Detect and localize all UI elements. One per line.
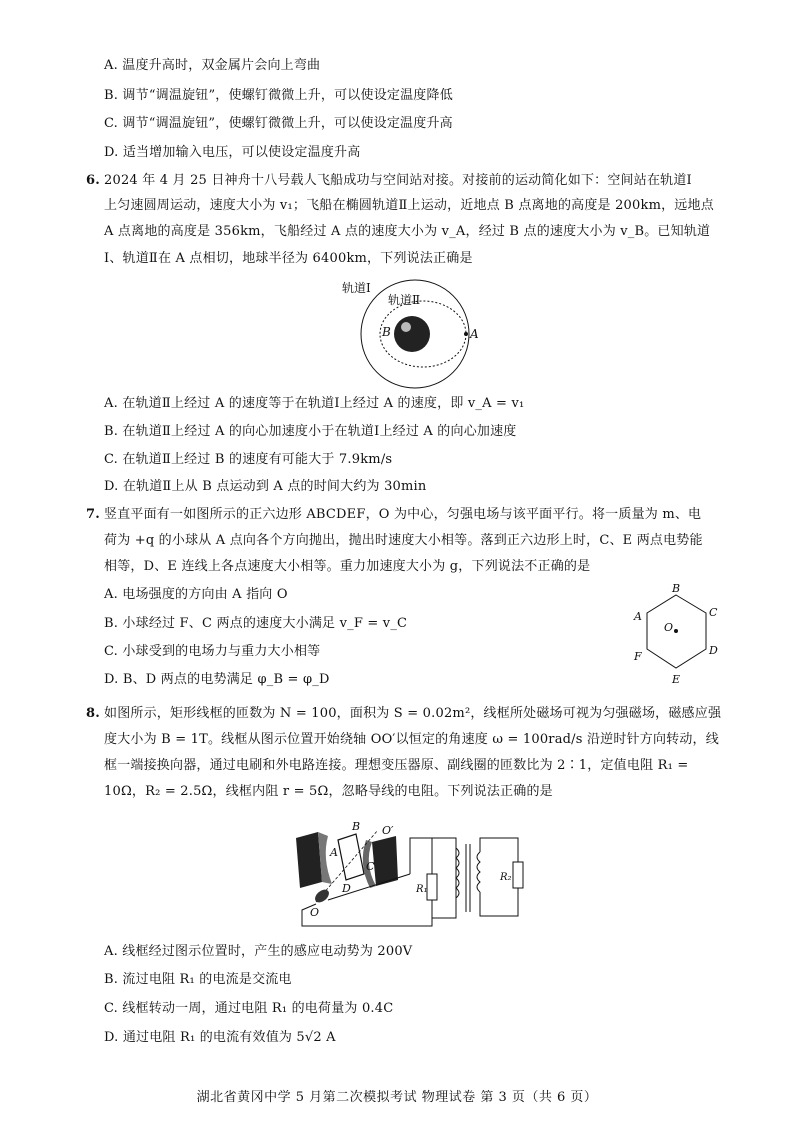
q6-option-d: D. 在轨道Ⅱ上从 B 点运动到 A 点的时间大约为 30min — [104, 479, 427, 494]
fig8-label-o: O — [310, 906, 320, 919]
q6-stem-line3: A 点离地的高度是 356km，飞船经过 A 点的速度大小为 v_A，经过 B 点的速度大小为 v_B。已知轨道 — [104, 224, 711, 239]
q8-option-d: D. 通过电阻 R₁ 的电流有效值为 5√2 A — [104, 1030, 336, 1045]
fig8-label-a: A — [330, 846, 338, 859]
earth-highlight — [401, 322, 411, 332]
commutator — [313, 887, 332, 905]
q8-number: 8. — [86, 706, 100, 721]
hex-label-d: D — [709, 644, 718, 657]
q6-option-c: C. 在轨道Ⅱ上经过 B 的速度有可能大于 7.9km/s — [104, 452, 393, 467]
prev-option-a: A. 温度升高时，双金属片会向上弯曲 — [104, 58, 321, 73]
q8-stem-line3: 框一端接换向器，通过电刷和外电路连接。理想变压器原、副线圈的匝数比为 2∶1，定值电阻 R₁ = — [104, 758, 689, 773]
secondary-wire — [480, 838, 518, 916]
q7-option-d: D. B、D 两点的电势满足 φ_B = φ_D — [104, 672, 330, 687]
resistor-r1 — [427, 874, 437, 900]
q8-stem-line2: 度大小为 B = 1T。线框从图示位置开始绕轴 OO′以恒定的角速度 ω = 100rad/s 沿逆时针方向转动，线 — [104, 732, 719, 747]
q8-option-b: B. 流过电阻 R₁ 的电流是交流电 — [104, 972, 292, 987]
orbit-figure — [340, 272, 490, 390]
q6-option-a: A. 在轨道Ⅱ上经过 A 的速度等于在轨道Ⅰ上经过 A 的速度，即 v_A = v₁ — [104, 396, 525, 411]
fig8-label-o-prime: O′ — [382, 824, 394, 837]
earth — [394, 316, 430, 352]
orbit-2-label: 轨道Ⅱ — [388, 293, 421, 307]
q8-option-a: A. 线框经过图示位置时，产生的感应电动势为 200V — [104, 944, 413, 959]
prev-option-b: B. 调节“调温旋钮”，使螺钉微微上升，可以使设定温度降低 — [104, 88, 453, 103]
hexagon-figure — [618, 582, 728, 690]
center-o-dot — [674, 629, 678, 633]
left-magnet-pole — [296, 832, 322, 888]
q6-stem-line1: 2024 年 4 月 25 日神舟十八号载人飞船成功与空间站对接。对接前的运动简化如下：空间站在轨道Ⅰ — [104, 173, 692, 188]
fig8-label-c: C — [366, 860, 375, 873]
point-b-label: B — [382, 325, 391, 339]
q7-option-a: A. 电场强度的方向由 A 指向 O — [104, 587, 288, 602]
hex-label-c: C — [709, 606, 718, 619]
q7-stem-line2: 荷为 +q 的小球从 A 点向各个方向抛出，抛出时速度大小相等。落到正六边形上时，C、E 两点电势能 — [104, 533, 703, 548]
fig8-label-r2: R₂ — [500, 872, 512, 883]
q7-stem-line3: 相等，D、E 连线上各点速度大小相等。重力加速度大小为 g，下列说法不正确的是 — [104, 559, 591, 574]
hex-label-o: O — [664, 621, 674, 634]
q6-stem-line4: Ⅰ、轨道Ⅱ在 A 点相切，地球半径为 6400km，下列说法正确是 — [104, 251, 473, 266]
page-footer: 湖北省黄冈中学 5 月第二次模拟考试 物理试卷 第 3 页（共 6 页） — [196, 1090, 598, 1105]
q7-option-c: C. 小球受到的电场力与重力大小相等 — [104, 644, 321, 659]
point-a-dot — [464, 332, 468, 336]
coil-frame — [338, 834, 364, 880]
q8-stem-line1: 如图所示，矩形线框的匝数为 N = 100，面积为 S = 0.02m²，线框所处磁场可视为匀强磁场，磁感应强 — [104, 706, 722, 721]
point-a-label: A — [470, 327, 479, 341]
hex-label-b: B — [672, 582, 681, 595]
prev-option-d: D. 适当增加输入电压，可以使设定温度升高 — [104, 145, 361, 160]
fig8-label-b: B — [352, 820, 361, 833]
q7-option-b: B. 小球经过 F、C 两点的速度大小满足 v_F = v_C — [104, 616, 408, 631]
fig8-label-d: D — [342, 882, 351, 895]
q7-number: 7. — [86, 507, 100, 522]
q8-option-c: C. 线框转动一周，通过电阻 R₁ 的电荷量为 0.4C — [104, 1001, 394, 1016]
hex-label-e: E — [672, 673, 681, 686]
q8-stem-line4: 10Ω，R₂ = 2.5Ω，线框内阻 r = 5Ω，忽略导线的电阻。下列说法正确的是 — [104, 784, 553, 799]
fig8-label-r1: R₁ — [416, 884, 428, 895]
q6-number: 6. — [86, 173, 100, 188]
hex-label-a: A — [634, 610, 642, 623]
secondary-coil — [477, 852, 480, 892]
prev-option-c: C. 调节“调温旋钮”，使螺钉微微上升，可以使设定温度升高 — [104, 116, 453, 131]
orbit-1-label: 轨道Ⅰ — [342, 281, 371, 295]
resistor-r2 — [513, 862, 523, 888]
q6-option-b: B. 在轨道Ⅱ上经过 A 的向心加速度小于在轨道Ⅰ上经过 A 的向心加速度 — [104, 424, 517, 439]
hex-label-f: F — [634, 650, 642, 663]
right-magnet-pole — [372, 836, 398, 886]
generator-circuit-figure — [292, 818, 532, 936]
q7-stem-line1: 竖直平面有一如图所示的正六边形 ABCDEF，O 为中心，匀强电场与该平面平行。将一质量为 m、电 — [104, 507, 702, 522]
q6-stem-line2: 上匀速圆周运动，速度大小为 v₁；飞船在椭圆轨道Ⅱ上运动，近地点 B 点离地的高度是 200km，远地点 — [104, 198, 714, 213]
